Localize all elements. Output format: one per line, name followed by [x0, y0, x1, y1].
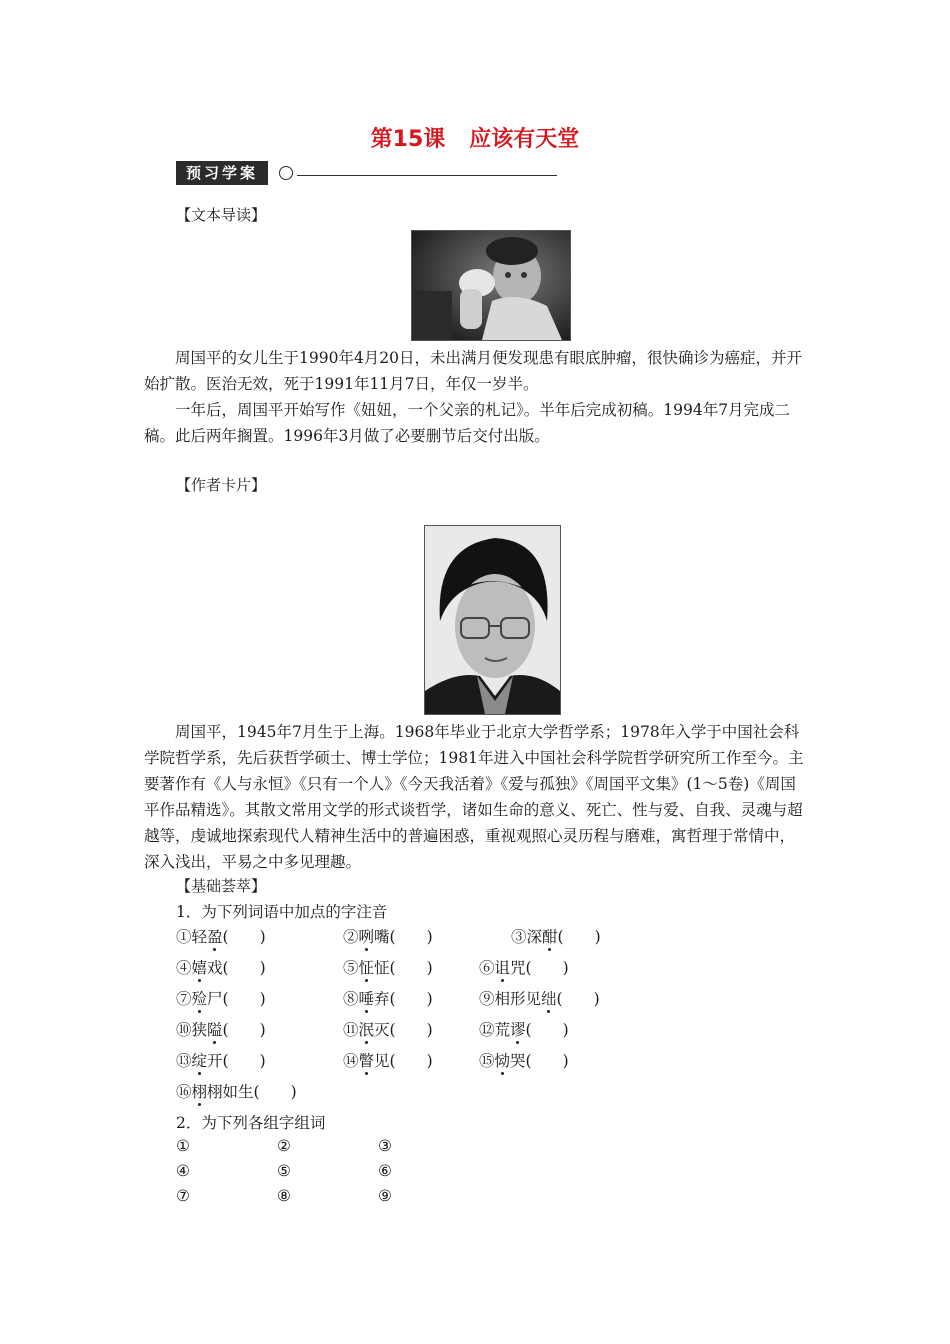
q2-item-1[interactable]: ①	[176, 1137, 190, 1155]
author-card-heading: 【作者卡片】	[176, 476, 267, 494]
q1-item-8: ⑧唾弃( )	[343, 990, 433, 1008]
answer-blank[interactable]: ( )	[222, 928, 266, 946]
answer-blank[interactable]: ( )	[525, 1021, 569, 1039]
answer-blank[interactable]: ( )	[525, 1052, 569, 1070]
answer-blank[interactable]: ( )	[556, 990, 600, 1008]
child-photo	[411, 230, 571, 341]
q1-item-5: ⑤怔怔( )	[343, 959, 433, 977]
answer-blank[interactable]: ( )	[222, 1021, 266, 1039]
author-photo	[424, 525, 561, 715]
text-guide-heading: 【文本导读】	[176, 206, 267, 224]
q2-item-5[interactable]: ⑤	[277, 1162, 291, 1180]
q2-item-4[interactable]: ④	[176, 1162, 190, 1180]
answer-blank[interactable]: ( )	[389, 928, 433, 946]
answer-blank[interactable]: ( )	[389, 990, 433, 1008]
text-guide-paragraph-2: 一年后，周国平开始写作《妞妞，一个父亲的札记》。半年后完成初稿。1994年7月完成二稿。此后两年搁置。1996年3月做了必要删节后交付出版。	[144, 401, 791, 445]
q1-item-11: ⑪泯灭( )	[343, 1021, 433, 1039]
answer-blank[interactable]: ( )	[557, 928, 601, 946]
answer-blank[interactable]: ( )	[389, 959, 433, 977]
page-title	[0, 122, 950, 153]
q1-item-2: ②咧嘴( )	[343, 928, 433, 946]
q1-item-16: ⑯栩栩如生( )	[176, 1083, 297, 1101]
question-1-title: 1．为下列词语中加点的字注音	[176, 903, 388, 921]
q2-item-9[interactable]: ⑨	[378, 1187, 392, 1205]
q2-item-7[interactable]: ⑦	[176, 1187, 190, 1205]
q1-item-3: ③深酣( )	[511, 928, 601, 946]
q1-item-1: ①轻盈( )	[176, 928, 266, 946]
text-guide-paragraph-1: 周国平的女儿生于1990年4月20日，未出满月便发现患有眼底肿瘤，很快确诊为癌症，并开始扩散。医治无效，死于1991年11月7日，年仅一岁半。	[144, 349, 803, 393]
section-badge: 预习学案	[176, 161, 268, 185]
badge-dot-icon	[279, 166, 293, 180]
lesson-name: 应该有天堂	[469, 127, 580, 152]
answer-blank[interactable]: ( )	[525, 959, 569, 977]
q1-item-15: ⑮恸哭( )	[479, 1052, 569, 1070]
q1-item-14: ⑭瞥见( )	[343, 1052, 433, 1070]
answer-blank[interactable]: ( )	[389, 1052, 433, 1070]
answer-blank[interactable]: ( )	[222, 990, 266, 1008]
q2-item-2[interactable]: ②	[277, 1137, 291, 1155]
answer-blank[interactable]: ( )	[222, 1052, 266, 1070]
q2-item-6[interactable]: ⑥	[378, 1162, 392, 1180]
q1-item-6: ⑥诅咒( )	[479, 959, 569, 977]
q1-item-12: ⑫荒谬( )	[479, 1021, 569, 1039]
basics-heading: 【基础荟萃】	[176, 877, 267, 895]
q1-item-10: ⑩狭隘( )	[176, 1021, 266, 1039]
lesson-number: 第15课	[370, 127, 446, 152]
answer-blank[interactable]: ( )	[253, 1083, 297, 1101]
answer-blank[interactable]: ( )	[222, 959, 266, 977]
q1-item-9: ⑨相形见绌( )	[479, 990, 600, 1008]
divider	[297, 175, 557, 176]
q1-item-4: ④嬉戏( )	[176, 959, 266, 977]
q1-item-13: ⑬绽开( )	[176, 1052, 266, 1070]
q2-item-8[interactable]: ⑧	[277, 1187, 291, 1205]
answer-blank[interactable]: ( )	[389, 1021, 433, 1039]
q2-item-3[interactable]: ③	[378, 1137, 392, 1155]
question-2-title: 2．为下列各组字组词	[176, 1114, 326, 1132]
author-card-paragraph: 周国平，1945年7月生于上海。1968年毕业于北京大学哲学系；1978年入学于中国社会科学院哲学系，先后获哲学硕士、博士学位；1981年进入中国社会科学院哲学研究所工作至今。主要著作有《人与永恒》《只有一个人》《今天我活着》《爱与孤独》《周国平文集》(1～5卷)《周国平作品精选》。其散文常用文学的形式谈哲学，诸如生命的意义、死亡、性与爱、自我、灵魂与超越等，虔诚地探索现代人精神生活中的普遍困惑，重视观照心灵历程与磨难，寓哲理于常情中，深入浅出，平易之中多见理趣。	[144, 723, 804, 871]
q1-item-7: ⑦殓尸( )	[176, 990, 266, 1008]
